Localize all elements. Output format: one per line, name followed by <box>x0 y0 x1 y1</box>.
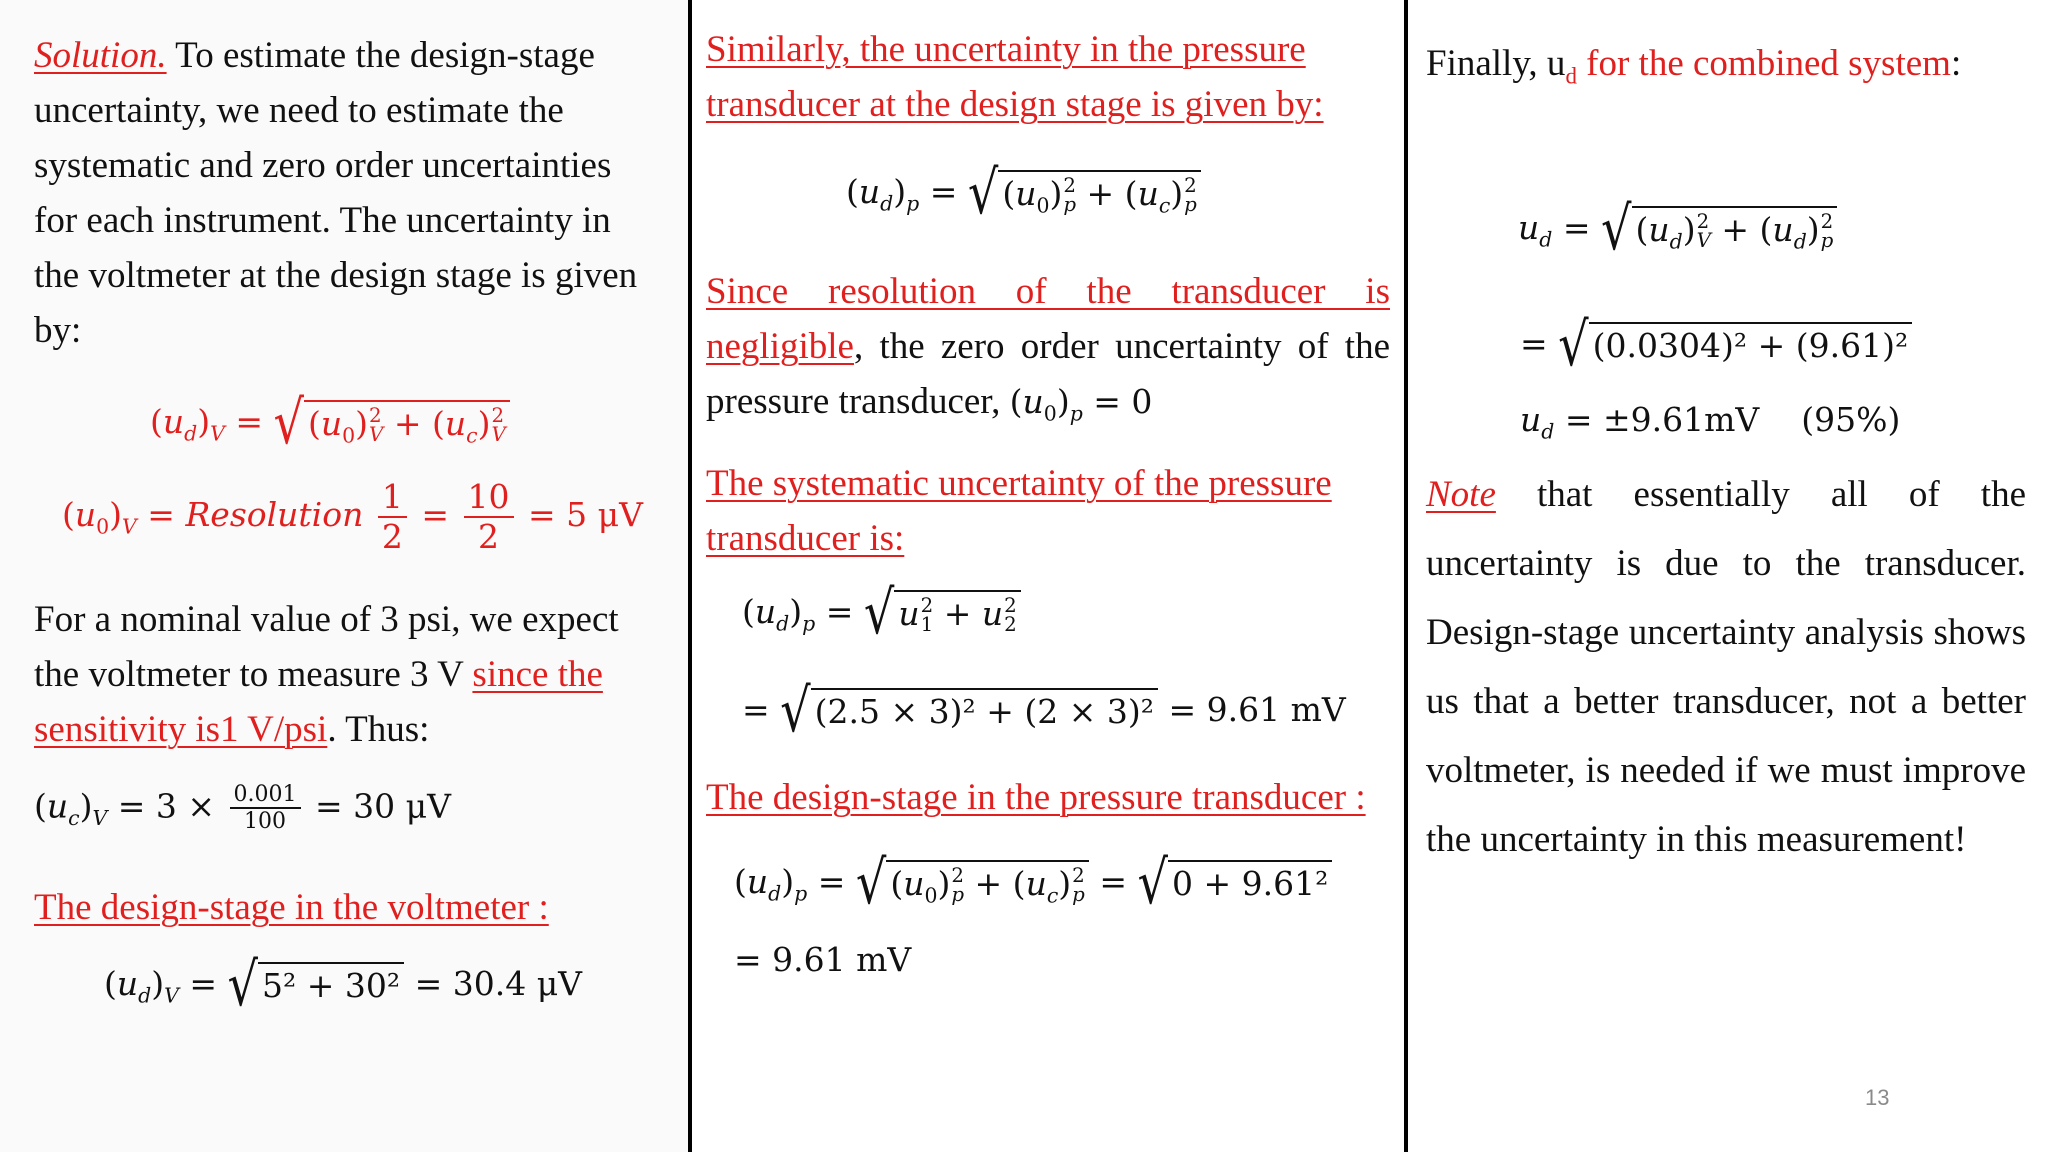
uc-coeff: = 3 × <box>117 786 216 826</box>
design-stage-voltmeter-heading: The design-stage in the voltmeter : <box>34 887 549 928</box>
note-label: Note <box>1426 474 1496 515</box>
eq-ud-v-result: $(u_d)_V$ = √ 5² + 30² = 30.4 μV <box>104 951 582 1020</box>
eq-uc-p-value: = √ (2.5 × 3)² + (2 × 3)² = 9.61 mV <box>742 677 1346 746</box>
udp-result: = 9.61 mV <box>734 940 912 979</box>
total-confidence: (95%) <box>1801 400 1901 439</box>
solution-label: Solution. <box>34 35 167 76</box>
ucp-radicand: (2.5 × 3)² + (2 × 3)² <box>811 688 1158 736</box>
design-stage-transducer-heading: The design-stage in the pressure transducer : <box>706 777 1366 818</box>
finally-line <box>1426 36 2026 103</box>
ucp-result: = 9.61 mV <box>1168 689 1346 729</box>
since-paragraph: Since resolution of the transducer is negligible, the zero order uncertainty of the pressure transducer, $(u_0)_p = 0$ <box>706 271 1390 426</box>
resolution-word: Resolution <box>185 494 364 534</box>
nominal-text-a: For a nominal value of 3 psi, we expect the voltmeter to measure 3 V <box>34 599 619 695</box>
eq-ud-p-result <box>734 940 911 979</box>
res-frac-num: 1 <box>378 478 407 518</box>
total-radicand: (0.0304)² + (9.61)² <box>1589 322 1913 370</box>
ud-v-radicand: 5² + 30² <box>258 962 404 1010</box>
column-combined <box>1408 0 2048 1152</box>
intro-text: To estimate the design-stage uncertainty, we need to estimate the systematic and zero order uncertainties for each instrument. The uncertainty in the voltmeter at the design stage is given by: <box>34 35 638 351</box>
uc-result: = 30 μV <box>315 786 451 826</box>
eq-total-value: = √ (0.0304)² + (9.61)² <box>1520 322 1912 370</box>
uc-frac-num: 0.001 <box>230 782 301 809</box>
eq-uc-p-formula: $(u_d)_p$ = √ u 2 1 + u 2 2 <box>742 590 1021 638</box>
eq-ud-v-formula: $(u_d)_V$ = √ $(u_0)$ 2 V + $(u_c)$ 2 V <box>150 400 510 448</box>
res-frac2-num: 10 <box>464 478 514 518</box>
column-transducer <box>692 0 1404 1152</box>
finally-sub: d <box>1565 63 1577 89</box>
res-frac2-den: 2 <box>478 516 500 556</box>
similarly-heading: Similarly, the uncertainty in the pressure transducer at the design stage is given by: <box>706 29 1324 125</box>
eq-total-formula: $u_d$ = √ $(u_d)$ 2 V + $(u_d)$ 2 p <box>1518 206 1837 254</box>
u0p-value: = 0 <box>1093 382 1153 421</box>
res-frac-den: 2 <box>381 516 403 556</box>
nominal-paragraph <box>34 592 654 757</box>
sensitivity-text: since the sensitivity is1 V/psi <box>34 654 603 750</box>
eq-u0-v-resolution: $(u_0)_V$ = Resolution $\frac{1}{2}$ = $\frac{10}{2}$ = 5 μV <box>62 477 643 556</box>
finally-colon: : <box>1950 43 1962 84</box>
eq-total-result: $u_d = \pm 9.61mV$ (95%) <box>1520 400 1901 444</box>
eq-ud-p-value: $(u_d)_p$ = √ $(u_0)$ 2 p + $(u_c)$ 2 p = √ 0 + 9.61² <box>734 860 1332 908</box>
since-black-text: , the zero order uncertainty of the pressure transducer, <box>706 326 1390 422</box>
since-red-text: Since resolution of the transducer is negligible <box>706 271 1390 367</box>
eq-ud-p-formula: $(u_d)_p$ = √ $(u_0)$ 2 p + $(u_c)$ 2 p <box>846 170 1201 218</box>
finally-text-a: Finally, u <box>1426 43 1566 84</box>
page-number: 13 <box>1865 1085 1890 1110</box>
nominal-text-b: . Thus: <box>327 709 430 750</box>
column-voltmeter <box>0 0 688 1152</box>
ud-v-result: = 30.4 μV <box>414 963 582 1003</box>
udp-radicand: 0 + 9.61² <box>1168 860 1332 908</box>
finally-text-b: for the combined system <box>1576 43 1951 84</box>
eq-uc-v: $(u_c)_V = 3$ × $\frac{0.001}{100}$ = 30 μV <box>34 782 451 835</box>
systematic-heading: The systematic uncertainty of the pressure transducer is: <box>706 463 1332 559</box>
res-result: = 5 μV <box>528 494 643 534</box>
uc-frac-den: 100 <box>244 809 286 835</box>
solution-intro <box>34 28 662 358</box>
total-result: = ±9.61mV <box>1564 400 1760 439</box>
note-text: that essentially all of the uncertainty is due to the transducer. Design-stage uncertainty analysis shows us that a better transducer, not a better voltmeter, is needed if we must improve the uncertainty in this measurement! <box>1426 474 2026 860</box>
note-paragraph <box>1426 460 2026 874</box>
